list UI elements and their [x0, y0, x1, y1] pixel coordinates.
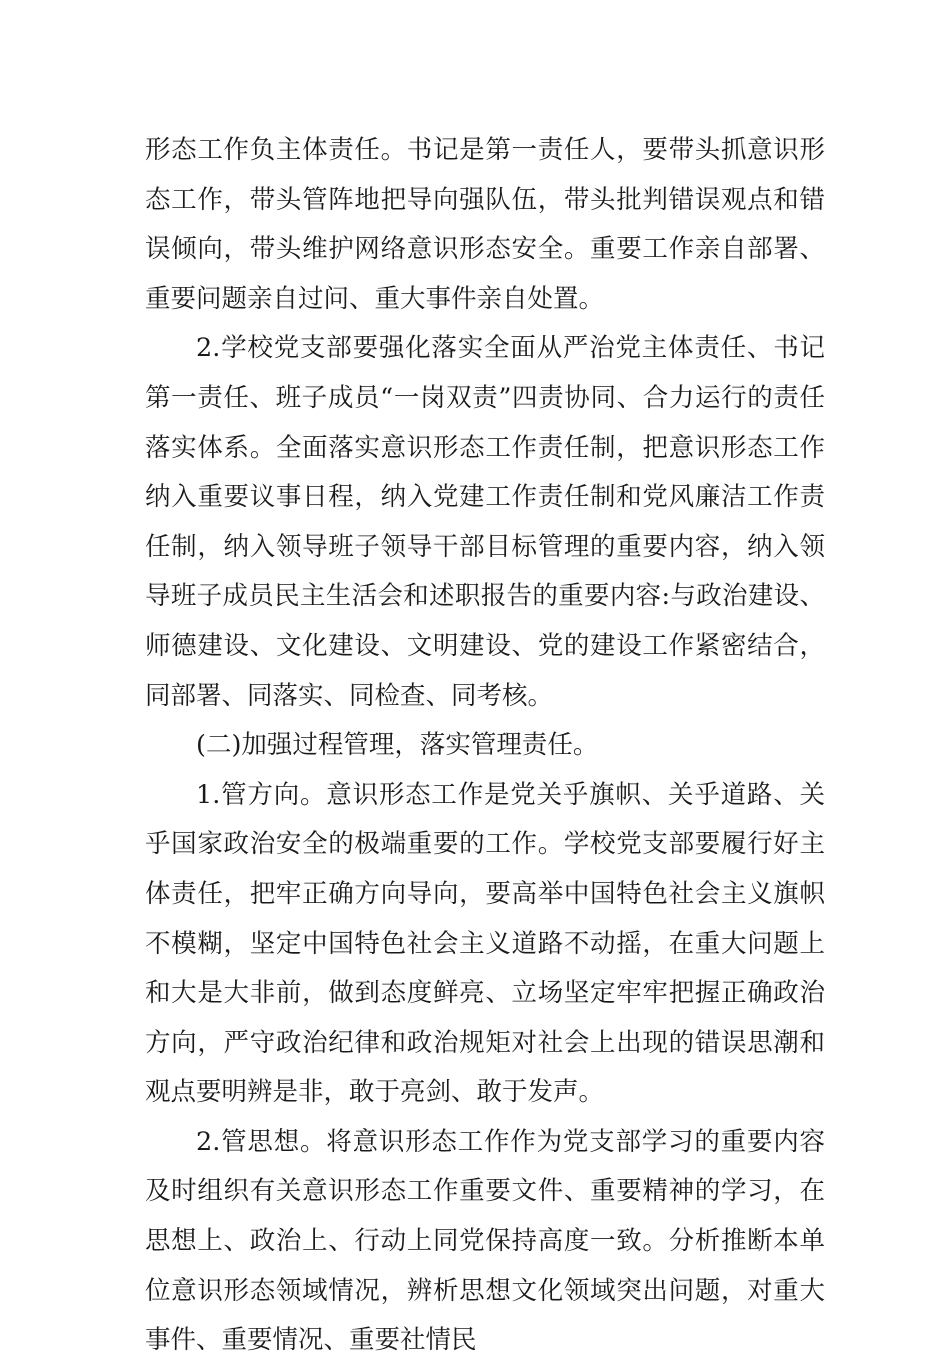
section-heading: (二)加强过程管理，落实管理责任。 — [196, 730, 599, 761]
document-body — [145, 126, 825, 1366]
paragraph-item-2: 2.学校党支部要强化落实全面从严治党主体责任、书记第一责任、班子成员“一岗双责”四责协同、合力运行的责任落实体系。全面落实意识形态工作责任制，把意识形态工作纳入重要议事日程，纳入党建工作责任制和党风廉洁工作责任制，纳入领导班子领导干部目标管理的重要内容，纳入领导班子成员民主生活会和述职报告的重要内容:与政治建设、师德建设、文化建设、文明建设、党的建设工作紧密结合，同部署、同落实、同检查、同考核。 — [145, 333, 825, 711]
paragraph-continuation: 形态工作负主体责任。书记是第一责任人，要带头抓意识形态工作，带头管阵地把导向强队伍，带头批判错误观点和错误倾向，带头维护网络意识形态安全。重要工作亲自部署、重要问题亲自过问、重大事件亲自处置。 — [145, 135, 825, 314]
paragraph-direction: 1.管方向。意识形态工作是党关乎旗帜、关乎道路、关乎国家政治安全的极端重要的工作。学校党支部要履行好主体责任，把牢正确方向导向，要高举中国特色社会主义旗帜不模糊，坚定中国特色社会主义道路不动摇，在重大问题上和大是大非前，做到态度鲜亮、立场坚定牢牢把握正确政治方向，严守政治纪律和政治规矩对社会上出现的错误思潮和观点要明辨是非，敢于亮剑、敢于发声。 — [145, 779, 825, 1108]
paragraph-thought: 2.管思想。将意识形态工作作为党支部学习的重要内容及时组织有关意识形态工作重要文件、重要精神的学习，在思想上、政治上、行动上同党保持高度一致。分析推断本单位意识形态领域情况，辨析思想文化领域突出问题，对重大事件、重要情况、重要社情民 — [145, 1126, 825, 1356]
